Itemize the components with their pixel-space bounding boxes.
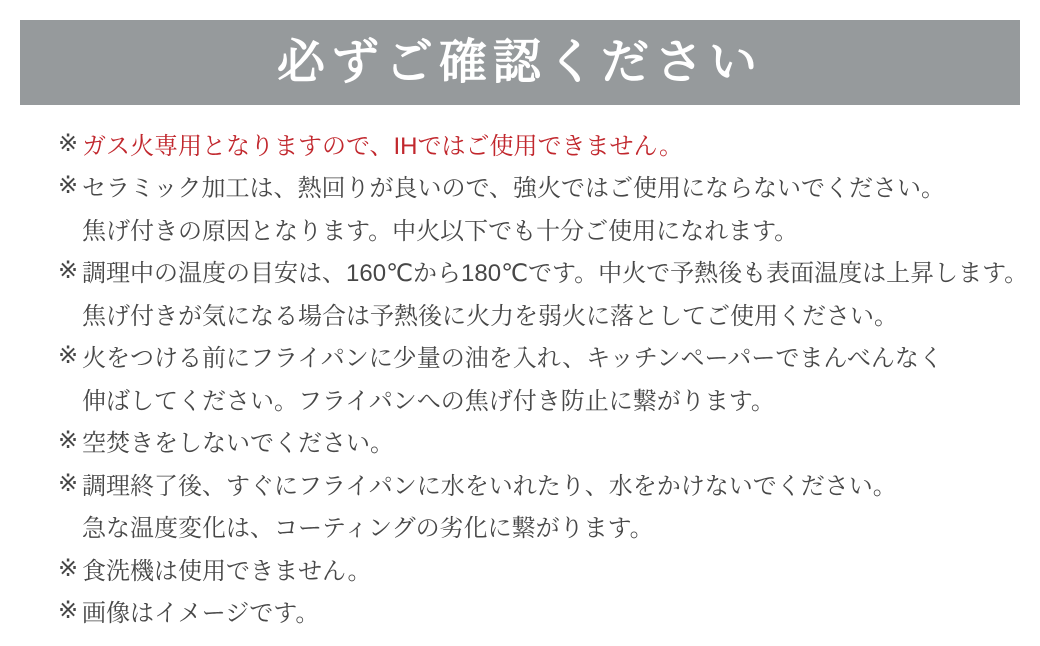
note-text-temperature: 調理中の温度の目安は、160℃から180℃です。中火で予熱後も表面温度は上昇します。	[82, 260, 1029, 288]
note-marker: ※	[58, 172, 79, 200]
notice-line	[58, 420, 1008, 463]
note-marker: ※	[58, 597, 79, 625]
notice-line	[58, 335, 1008, 378]
confirmation-banner	[20, 20, 1020, 105]
note-text-no-dishwasher: 食洗機は使用できません。	[82, 557, 372, 585]
note-marker: ※	[58, 554, 79, 582]
note-marker: ※	[58, 257, 79, 285]
note-text-ceramic-coating: セラミック加工は、熱回りが良いので、強火ではご使用にならないでください。	[82, 175, 946, 203]
notice-line	[58, 590, 1008, 633]
notice-line	[58, 250, 1029, 293]
note-text-gas-only: ガス火専用となりますので、IHではご使用できません。	[82, 132, 683, 160]
notice-line	[58, 547, 1008, 590]
note-text-no-water-after-cooking: 調理終了後、すぐにフライパンに水をいれたり、水をかけないでください。	[82, 472, 897, 500]
notice-line	[58, 462, 1008, 505]
notice-list	[58, 122, 1029, 632]
note-text-no-water-cont: 急な温度変化は、コーティングの劣化に繋がります。	[82, 515, 654, 543]
note-marker: ※	[58, 342, 79, 370]
notice-line	[58, 377, 1008, 420]
note-text-temperature-cont: 焦げ付きが気になる場合は予熱後に火力を弱火に落としてご使用ください。	[82, 302, 898, 330]
note-text-ceramic-coating-cont: 焦げ付きの原因となります。中火以下でも十分ご使用になれます。	[82, 217, 799, 245]
note-text-image-disclaimer: 画像はイメージです。	[82, 600, 320, 628]
notice-line	[58, 122, 1008, 165]
banner-title: 必ずご確認ください	[276, 35, 763, 89]
notice-line	[58, 165, 1008, 208]
notice-line	[58, 505, 1008, 548]
note-marker: ※	[58, 469, 79, 497]
notice-line	[58, 207, 1008, 250]
note-text-no-dry-heating: 空焚きをしないでください。	[82, 430, 394, 458]
note-marker: ※	[58, 427, 79, 455]
note-marker: ※	[58, 129, 79, 157]
note-text-oil-cont: 伸ばしてください。フライパンへの焦げ付き防止に繋がります。	[82, 387, 775, 415]
notice-line	[58, 292, 1008, 335]
note-text-oil: 火をつける前にフライパンに少量の油を入れ、キッチンペーパーでまんべんなく	[82, 345, 943, 373]
